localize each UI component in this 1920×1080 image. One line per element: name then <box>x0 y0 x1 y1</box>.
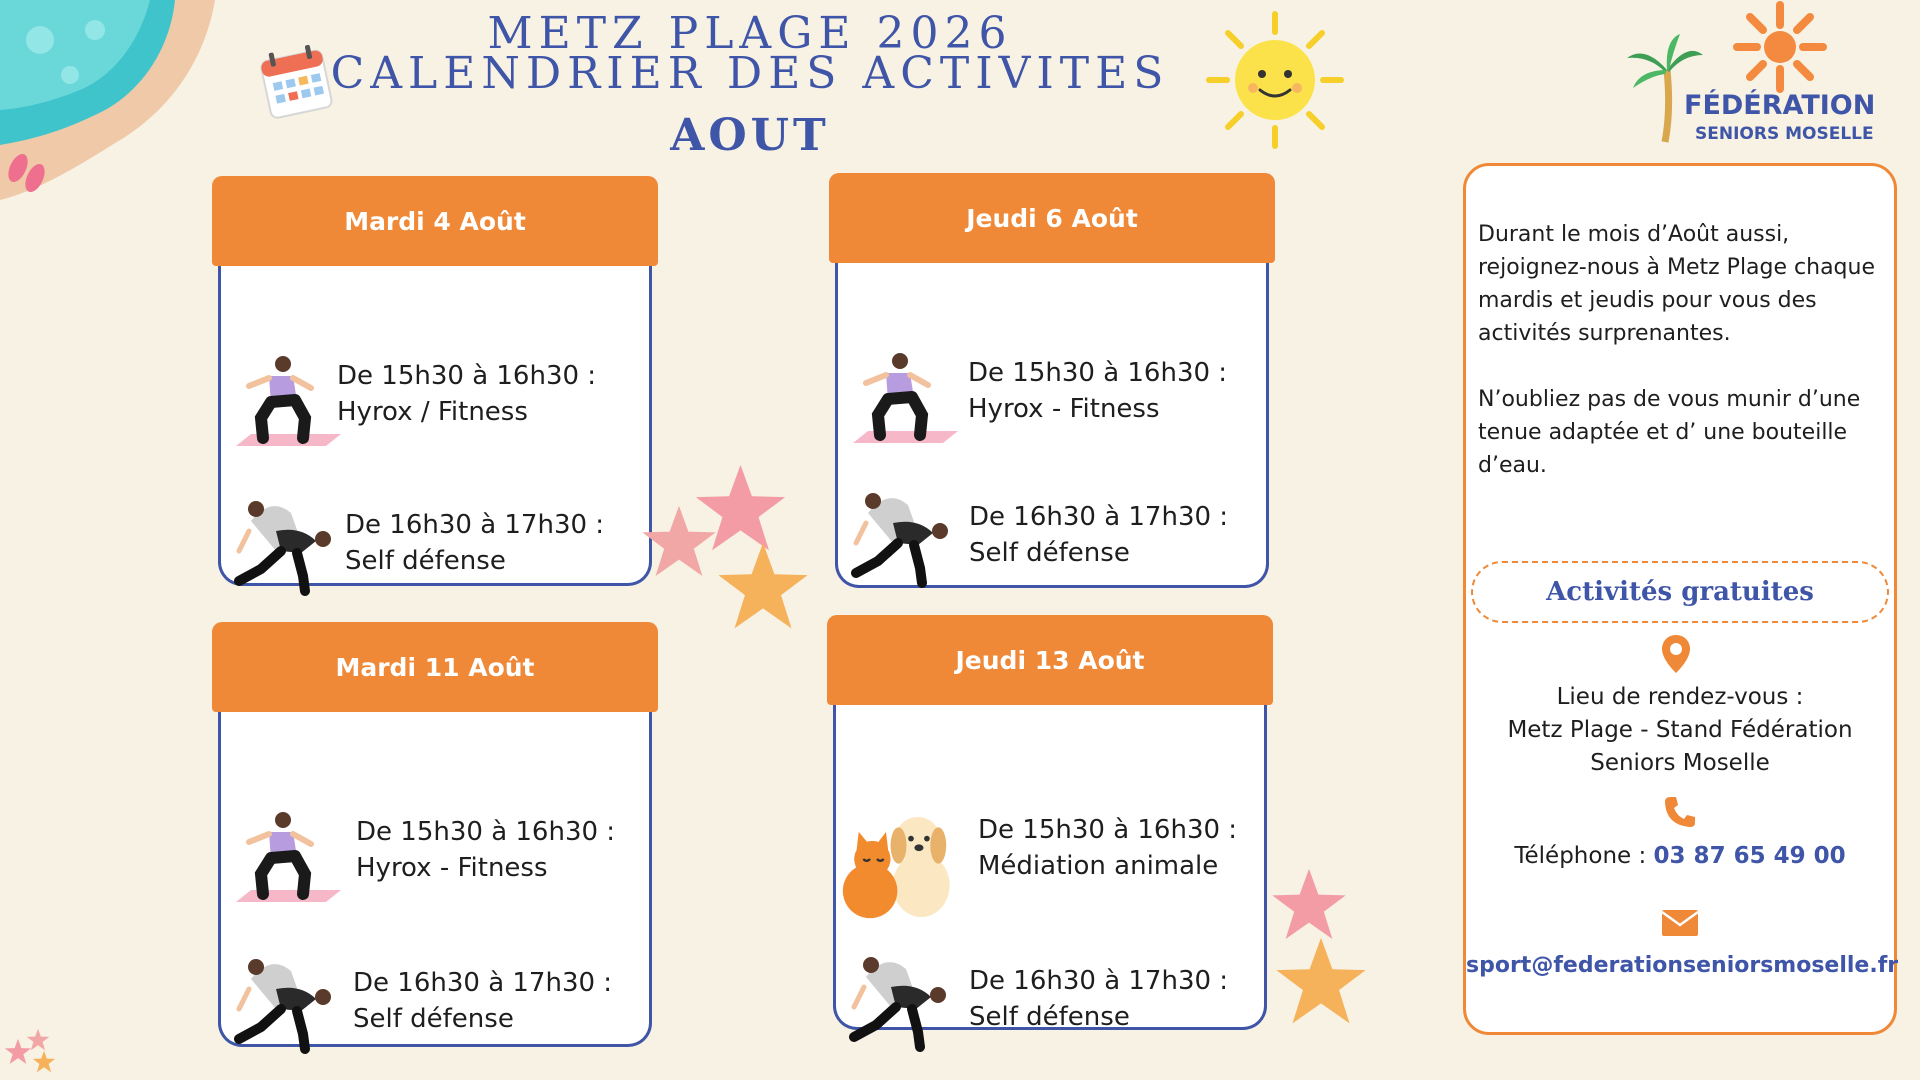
fitness-icon <box>231 802 341 912</box>
activity-row <box>836 937 1264 1057</box>
activity-time: De 15h30 à 16h30 : <box>356 817 616 847</box>
activity-card <box>212 622 658 1047</box>
card-body <box>218 236 652 586</box>
activity-name: Hyrox - Fitness <box>356 853 548 883</box>
phone-number[interactable]: 03 87 65 49 00 <box>1653 843 1846 869</box>
card-date-header: Mardi 4 Août <box>212 176 658 266</box>
sun-icon <box>1205 10 1345 150</box>
activity-row <box>838 333 1266 453</box>
sun-logo-icon <box>1725 0 1835 95</box>
starfish-icon <box>713 540 813 635</box>
meeting-point-line: Metz Plage - Stand Fédération <box>1507 717 1853 743</box>
month-title: AOUT <box>670 110 830 161</box>
meeting-point-label: Lieu de rendez-vous : <box>1556 684 1804 710</box>
reminder-line: N’oubliez pas de vous munir d’une <box>1478 387 1861 412</box>
card-body <box>833 675 1267 1030</box>
self-defense-icon <box>231 949 341 1059</box>
beach-water-decoration <box>0 0 230 210</box>
fitness-icon <box>231 346 341 456</box>
mail-icon <box>1661 909 1699 937</box>
logo-subtitle: SENIORS MOSELLE <box>1695 124 1874 144</box>
reminder-line: d’eau. <box>1478 453 1547 478</box>
info-panel <box>1463 163 1897 1035</box>
card-body <box>835 233 1269 588</box>
card-date-header: Jeudi 13 Août <box>827 615 1273 705</box>
activity-name: Hyrox - Fitness <box>968 394 1160 424</box>
activity-name: Self défense <box>969 538 1130 568</box>
card-date-header: Mardi 11 Août <box>212 622 658 712</box>
activity-time: De 15h30 à 16h30 : <box>968 358 1228 388</box>
activity-time: De 16h30 à 17h30 : <box>969 966 1229 996</box>
activity-row <box>221 939 649 1059</box>
activity-name: Médiation animale <box>978 851 1219 881</box>
activity-time: De 16h30 à 17h30 : <box>345 510 605 540</box>
reminder-paragraph <box>1478 383 1893 482</box>
self-defense-icon <box>848 483 958 593</box>
small-starfish-icon <box>4 1028 59 1078</box>
meeting-point-line: Seniors Moselle <box>1590 750 1770 776</box>
title-line-1: METZ PLAGE 2026 <box>487 8 1013 59</box>
intro-line: activités surprenantes. <box>1478 321 1731 346</box>
card-date-header: Jeudi 6 Août <box>829 173 1275 263</box>
intro-line: rejoignez-nous à Metz Plage chaque <box>1478 255 1875 280</box>
activity-row <box>836 790 1264 910</box>
activity-card <box>212 176 658 586</box>
self-defense-icon <box>846 947 956 1057</box>
palm-tree-icon <box>1625 30 1705 145</box>
phone-label: Téléphone : <box>1514 843 1647 869</box>
email-link[interactable]: sport@federationseniorsmoselle.fr <box>1466 953 1899 978</box>
fitness-icon <box>848 343 958 453</box>
activity-row <box>221 792 649 912</box>
location-pin-icon <box>1660 633 1692 675</box>
starfish-icon <box>1272 935 1370 1030</box>
activity-time: De 15h30 à 16h30 : <box>978 815 1238 845</box>
free-activities-badge: Activités gratuites <box>1471 561 1889 623</box>
activity-time: De 15h30 à 16h30 : <box>337 361 597 391</box>
activity-name: Self défense <box>353 1004 514 1034</box>
activity-time: De 16h30 à 17h30 : <box>353 968 613 998</box>
activity-time: De 16h30 à 17h30 : <box>969 502 1229 532</box>
intro-paragraph <box>1478 218 1893 350</box>
title-line-2: CALENDRIER DES ACTIVITES <box>330 48 1170 99</box>
activity-row <box>221 336 649 456</box>
activity-name: Hyrox / Fitness <box>337 397 528 427</box>
card-body <box>218 682 652 1047</box>
intro-line: mardis et jeudis pour vous des <box>1478 288 1817 313</box>
intro-line: Durant le mois d’Août aussi, <box>1478 222 1790 247</box>
self-defense-icon <box>231 491 341 601</box>
activity-card <box>829 173 1275 588</box>
phone-line <box>1466 840 1894 873</box>
logo-name: FÉDÉRATION <box>1684 90 1876 121</box>
cat-dog-icon <box>836 800 961 925</box>
activity-card <box>827 615 1273 1030</box>
activity-name: Self défense <box>345 546 506 576</box>
activity-name: Self défense <box>969 1002 1130 1032</box>
reminder-line: tenue adaptée et d’ une bouteille <box>1478 420 1848 445</box>
activity-row <box>838 473 1266 593</box>
phone-icon <box>1662 794 1698 830</box>
activity-row <box>221 481 649 601</box>
